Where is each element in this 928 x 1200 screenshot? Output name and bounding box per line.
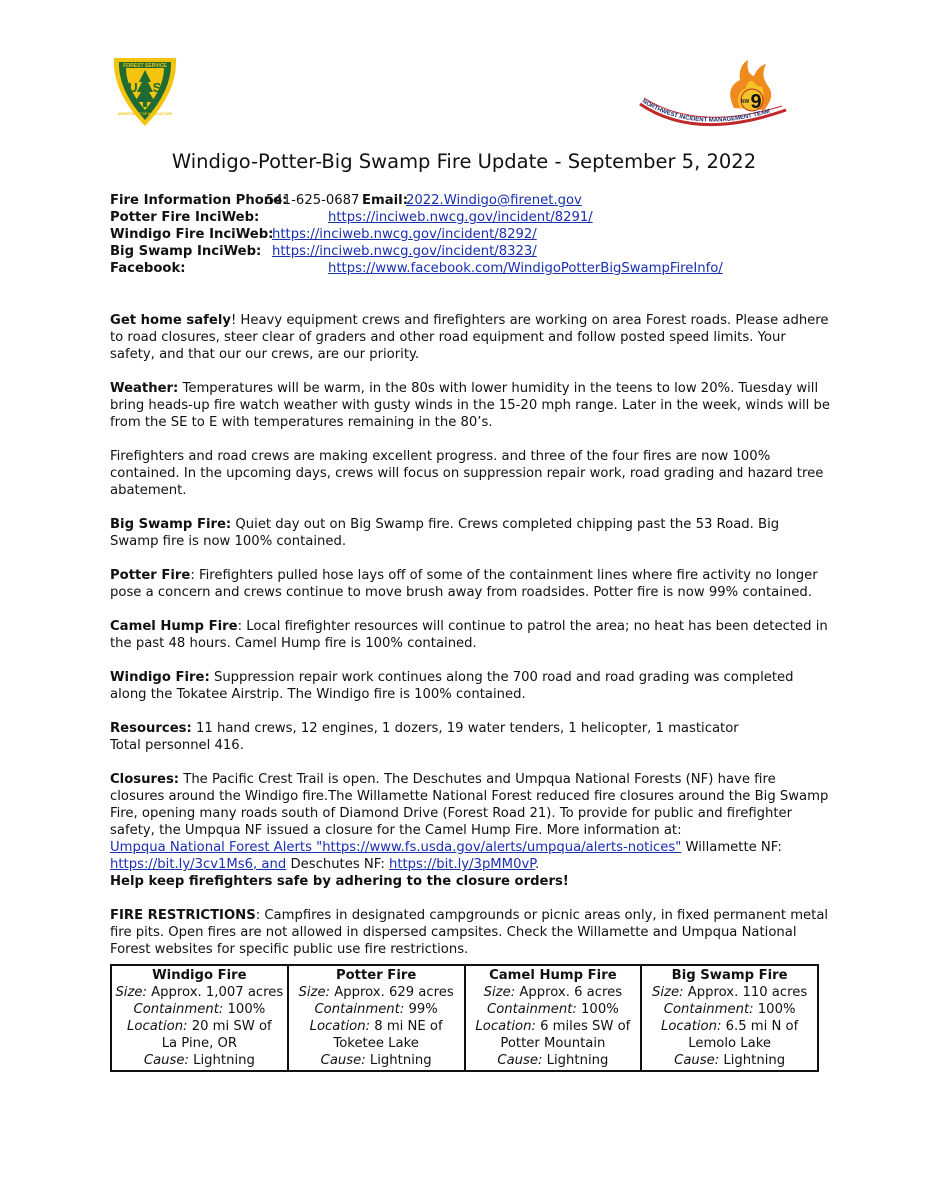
willamette-label: Willamette NF: — [681, 840, 782, 855]
cause-label: Cause: — [674, 1053, 720, 1068]
bigswamp-text: Quiet day out on Big Swamp fire. Crews completed chipping past the 53 Road. Big Swamp fire is now 100% contained. — [110, 517, 780, 549]
phone-label: Fire Information Phone: — [110, 193, 288, 208]
location-label: Location: — [475, 1019, 536, 1034]
location-label: Location: — [660, 1019, 722, 1034]
fire-containment — [291, 1001, 462, 1018]
closures-callout: Help keep firefighters safe by adhering to the closure orders! — [110, 874, 569, 889]
size-label: Size: — [298, 985, 330, 1000]
location-label: Location: — [127, 1019, 188, 1034]
location-value-1: 8 mi NE of — [374, 1019, 443, 1034]
resources-line1: 11 hand crews, 12 engines, 1 dozers, 19 water tenders, 1 helicopter, 1 masticator — [191, 721, 739, 736]
umpqua-alerts-link[interactable]: Umpqua National Forest Alerts "https://www.fs.usda.gov/alerts/umpqua/alerts-notices" — [110, 840, 682, 855]
bigswamp-inciweb-label: Big Swamp InciWeb: — [110, 244, 262, 259]
size-value: Approx. 110 acres — [687, 985, 808, 1000]
fire-cell-camelhump — [465, 965, 642, 1071]
fire-size — [468, 984, 639, 1001]
bigswamp-inciweb-link[interactable]: https://inciweb.nwcg.gov/incident/8323/ — [272, 244, 537, 259]
cause-label: Cause: — [143, 1053, 189, 1068]
size-label: Size: — [651, 985, 684, 1000]
windigo-text: Suppression repair work continues along the 700 road and road grading was completed along the Tokatee Airstrip. The Windigo fire is 100% contained. — [110, 670, 794, 702]
section-resources — [110, 720, 830, 754]
facebook-link[interactable]: https://www.facebook.com/WindigoPotterBigSwampFireInfo/ — [328, 261, 723, 276]
resources-line2: Total personnel 416. — [110, 738, 244, 753]
location-value-1: 6 miles SW of — [540, 1019, 631, 1034]
nimt-badge-prefix: NW — [740, 99, 750, 105]
restrictions-text: : Campfires in designated campgrounds or picnic areas only, in fixed permanent metal fire pits. Open fires are not allowed in dispersed campsites. Check the Willamette and Umpqua National Forest websites for specific public use fire restrictions. — [110, 908, 829, 957]
size-value: Approx. 629 acres — [334, 985, 454, 1000]
location-label: Location: — [309, 1019, 371, 1034]
closures-text: The Pacific Crest Trail is open. The Deschutes and Umpqua National Forests (NF) have fire closures around the Windigo fire.The Willamette National Forest reduced fire closures around the Big Swamp Fire, opening many roads south of Diamond Drive (Forest Road 21). To provide for public and firefighter safety, the Umpqua NF issued a closure for the Camel Hump Fire. More information at: — [110, 772, 829, 838]
containment-label: Containment: — [133, 1002, 224, 1017]
location-value-1: 20 mi SW of — [191, 1019, 272, 1034]
potter-inciweb-label: Potter Fire InciWeb: — [110, 210, 260, 225]
containment-value: 99% — [408, 1002, 438, 1017]
fire-cause — [468, 1052, 639, 1069]
fire-summary-table — [110, 964, 819, 1072]
page-title: Windigo-Potter-Big Swamp Fire Update - September 5, 2022 — [171, 150, 757, 173]
fire-summary-row — [111, 965, 818, 1071]
fire-name: Big Swamp Fire — [671, 968, 788, 983]
fire-location — [291, 1018, 462, 1035]
section-potter — [110, 567, 830, 601]
cause-label: Cause: — [497, 1053, 543, 1068]
facebook-label: Facebook: — [110, 261, 186, 276]
location-value-2: Toketee Lake — [333, 1036, 419, 1051]
usfs-bottom-text: DEPARTMENT OF AGRICULTURE — [117, 112, 173, 116]
fire-name: Potter Fire — [335, 968, 417, 983]
fire-size — [291, 984, 462, 1001]
usfs-initial-left: U — [128, 80, 138, 95]
fire-containment — [644, 1001, 815, 1018]
fire-cause — [114, 1052, 285, 1069]
cause-value: Lightning — [369, 1053, 432, 1068]
camelhump-text: : Local firefighter resources will continue to patrol the area; no heat has been detected in the past 48 hours. Camel Hump fire is 100% contained. — [110, 619, 828, 651]
weather-text: Temperatures will be warm, in the 80s with lower humidity in the teens to low 20%. Tuesday will bring heads-up fire watch weather with gusty winds in the 15-20 mph range. Later in the week, winds will be from the SE to E with temperatures remaining in the 80’s. — [110, 381, 831, 430]
fire-name: Windigo Fire — [152, 968, 247, 983]
location-value-2: Potter Mountain — [500, 1036, 606, 1051]
section-camelhump — [110, 618, 830, 652]
size-label: Size: — [115, 985, 147, 1000]
section-progress — [110, 448, 830, 499]
cause-value: Lightning — [193, 1053, 255, 1068]
windigo-label: Windigo Fire: — [110, 670, 210, 685]
fire-location — [468, 1018, 639, 1035]
fire-location — [644, 1018, 815, 1035]
section-home — [110, 312, 830, 363]
section-closures — [110, 771, 830, 890]
fire-cell-windigo — [111, 965, 288, 1071]
resources-label: Resources: — [110, 721, 192, 736]
size-value: Approx. 1,007 acres — [151, 985, 284, 1000]
fire-size — [644, 984, 815, 1001]
fire-cell-bigswamp — [641, 965, 818, 1071]
location-value-2: La Pine, OR — [161, 1036, 238, 1051]
windigo-inciweb-label: Windigo Fire InciWeb: — [110, 227, 274, 242]
bigswamp-label: Big Swamp Fire: — [110, 517, 232, 532]
fire-name: Camel Hump Fire — [489, 968, 617, 983]
deschutes-link[interactable]: https://bit.ly/3pMM0vP — [388, 857, 536, 872]
potter-text: : Firefighters pulled hose lays off of some of the containment lines where fire activity no longer pose a concern and crews continue to move brush away from roadsides. Potter fire is now 99% contained. — [110, 568, 818, 600]
fire-location — [114, 1018, 285, 1035]
potter-label: Potter Fire — [110, 568, 191, 583]
containment-value: 100% — [581, 1002, 619, 1017]
containment-label: Containment: — [487, 1002, 577, 1017]
cause-label: Cause: — [320, 1053, 366, 1068]
section-weather — [110, 380, 830, 431]
size-value: Approx. 6 acres — [519, 985, 623, 1000]
fire-cell-potter — [288, 965, 465, 1071]
email-link[interactable]: 2022.Windigo@firenet.gov — [406, 193, 582, 208]
progress-text: Firefighters and road crews are making excellent progress. and three of the four fires are now 100% contained. In the upcoming days, crews will focus on suppression repair work, road grading and hazard tree abatement. — [110, 449, 824, 498]
potter-inciweb-link[interactable]: https://inciweb.nwcg.gov/incident/8291/ — [328, 210, 593, 225]
section-restrictions — [110, 907, 830, 958]
camelhump-label: Camel Hump Fire — [110, 619, 238, 634]
nimt-text: NORTHWEST INCIDENT MANAGEMENT TEAM — [640, 98, 771, 124]
location-value-2: Lemolo Lake — [688, 1036, 772, 1051]
nimt-badge-number: 9 — [750, 91, 762, 113]
closures-label: Closures: — [110, 772, 180, 787]
fire-cause — [644, 1052, 815, 1069]
containment-label: Containment: — [663, 1002, 754, 1017]
nw-imt-logo — [636, 58, 792, 142]
location-value-1: 6.5 mi N of — [725, 1019, 799, 1034]
fire-cause — [291, 1052, 462, 1069]
section-bigswamp — [110, 516, 830, 550]
usfs-shield-logo — [106, 52, 184, 130]
fire-containment — [468, 1001, 639, 1018]
restrictions-label: FIRE RESTRICTIONS — [110, 908, 256, 923]
cause-value: Lightning — [723, 1053, 786, 1068]
deschutes-label: Deschutes NF: — [286, 857, 389, 872]
containment-label: Containment: — [314, 1002, 405, 1017]
cause-value: Lightning — [546, 1053, 609, 1068]
weather-label: Weather: — [110, 381, 179, 396]
section-windigo — [110, 669, 830, 703]
closures-period: . — [535, 857, 540, 872]
usfs-top-text: FOREST SERVICE — [123, 63, 167, 69]
containment-value: 100% — [757, 1002, 796, 1017]
home-label: Get home safely — [110, 313, 231, 328]
home-text: ! Heavy equipment crews and firefighters are working on area Forest roads. Please adhere to road closures, steer clear of graders and other road equipment and follow posted speed limits. Your safety, and that our our crews, are our priority. — [110, 313, 829, 362]
size-label: Size: — [483, 985, 516, 1000]
update-body — [110, 312, 830, 975]
windigo-inciweb-link[interactable]: https://inciweb.nwcg.gov/incident/8292/ — [272, 227, 537, 242]
containment-value: 100% — [227, 1002, 266, 1017]
email-label: Email: — [362, 193, 408, 208]
willamette-link[interactable]: https://bit.ly/3cv1Ms6, and — [110, 857, 287, 872]
fire-containment — [114, 1001, 285, 1018]
phone-number: 541-625-0687 — [266, 193, 360, 208]
fire-size — [114, 984, 285, 1001]
usfs-initial-right: S — [152, 80, 162, 95]
